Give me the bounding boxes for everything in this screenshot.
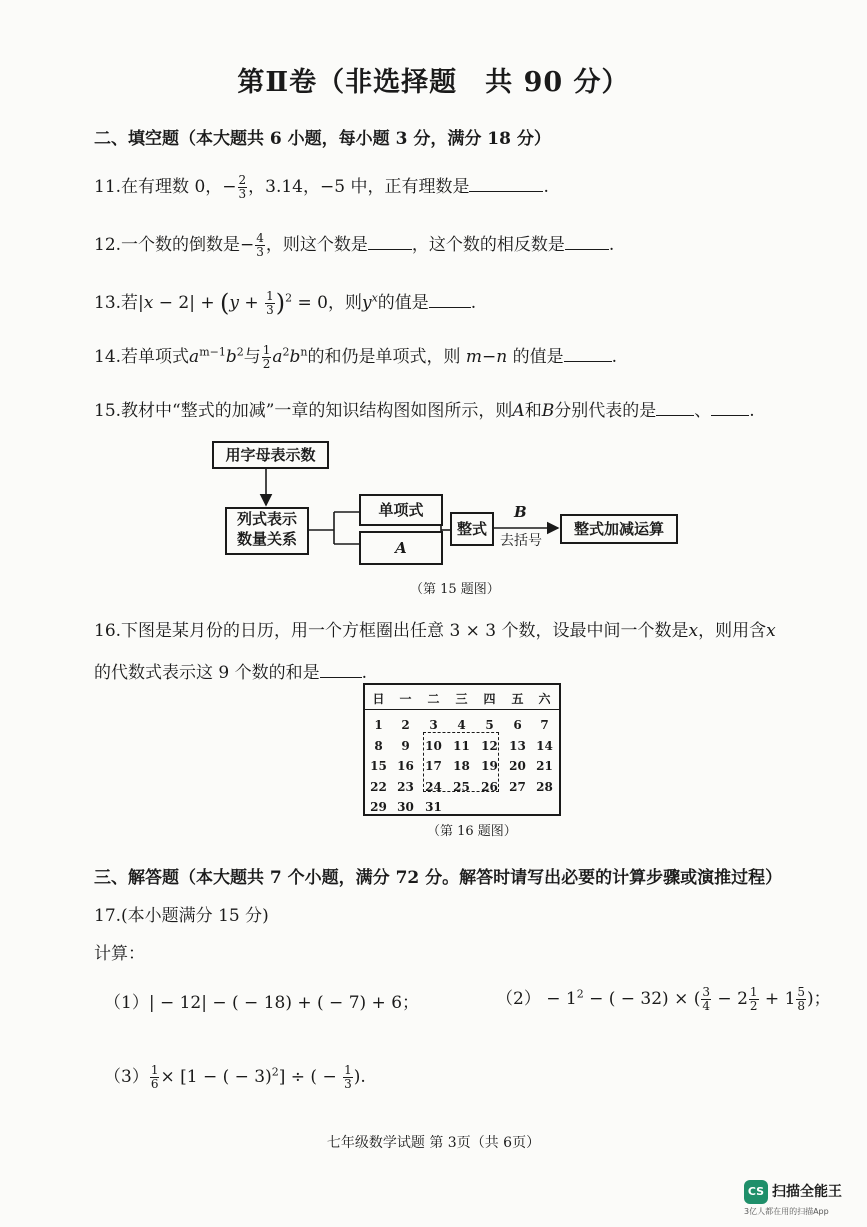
calendar-header-cell: 五 — [511, 692, 524, 706]
calendar-day-cell: 22 — [370, 779, 387, 794]
figure-15-caption: （第 15 题图） — [410, 582, 500, 597]
camscanner-logo-icon: CS — [744, 1180, 768, 1204]
box-add-subtract: 整式加减运算 — [560, 514, 678, 544]
calendar-day-cell: 2 — [401, 718, 410, 732]
question-17-calc: 计算： — [94, 944, 145, 964]
box-monomial: 单项式 — [359, 494, 443, 526]
question-12: 12.一个数的倒数是− $\frac{4}{3}$ ，则这个数是 ，这个数的相反数是 . — [94, 231, 615, 259]
question-16-line2: 的代数式表示这 9 个数的和是 . — [94, 663, 368, 683]
calendar-day-cell: 25 — [453, 779, 470, 794]
calendar-day-cell: 5 — [485, 718, 494, 732]
question-15: 15.教材中“整式的加减”一章的知识结构图如图所示，则A和B分别代表的是 、 . — [94, 401, 755, 421]
calendar-day-cell: 1 — [374, 718, 383, 732]
box-express-relations: 列式表示 数量关系 — [225, 507, 309, 555]
calendar-day-cell: 30 — [397, 800, 414, 814]
calendar-day-cell: 4 — [457, 718, 466, 732]
calendar-header-cell: 四 — [483, 692, 496, 706]
calendar-day-cell: 28 — [536, 779, 553, 794]
calendar-day-cell: 11 — [453, 738, 470, 753]
watermark-brand: 扫描全能王 — [772, 1184, 842, 1200]
calendar-header-cell: 三 — [455, 692, 468, 706]
calendar-header-cell: 六 — [538, 692, 551, 706]
calendar-header-cell: 日 — [372, 692, 385, 706]
calendar-day-cell: 23 — [397, 779, 414, 794]
calendar-day-cell: 8 — [374, 738, 383, 753]
section-fill-blank-heading: 二、填空题（本大题共 6 小题，每小题 3 分，满分 18 分） — [94, 129, 551, 149]
question-11: 11.在有理数 0，− $\frac{2}{3}$ ，3.14，−5 中，正有理数是 . — [94, 173, 549, 201]
calendar-header-cell: 二 — [427, 692, 440, 706]
calendar-day-cell: 16 — [397, 759, 414, 773]
calendar-day-cell: 29 — [370, 800, 387, 814]
calendar-day-cell: 10 — [425, 738, 442, 753]
calendar-header-cell: 一 — [399, 692, 412, 706]
question-17-part2: $(2) - 1^2$ − ( − 32) × ( $\frac{3}{4}$ − 2 $\frac{1}{2}$ + 1 $\frac{5}{8}$ )； — [496, 985, 831, 1013]
calendar-day-cell: 7 — [540, 718, 549, 732]
question-16-line1: 16.下图是某月份的日历，用一个方框圈出任意 3 × 3 个数，设最中间一个数是x，则用含x — [94, 621, 776, 641]
arrow-label-remove-brackets: 去括号 — [500, 533, 542, 549]
calendar-day-cell: 19 — [481, 759, 498, 773]
box-a: A — [359, 531, 443, 565]
box-polynomial: 整式 — [450, 512, 494, 546]
calendar-day-cell: 14 — [536, 738, 553, 753]
box-letters-for-numbers: 用字母表示数 — [212, 441, 329, 469]
calendar-day-cell: 13 — [509, 738, 526, 753]
calendar-day-cell: 9 — [401, 738, 410, 753]
calendar-day-cell: 18 — [453, 759, 470, 773]
calendar-day-cell: 15 — [370, 759, 387, 773]
calendar-day-cell: 17 — [425, 759, 442, 773]
page-title: 第Ⅱ卷（非选择题 共 90 分） — [237, 67, 630, 98]
calendar-day-cell: 31 — [425, 800, 442, 814]
calendar-day-cell: 26 — [481, 779, 498, 794]
calendar-day-cell: 12 — [481, 738, 498, 753]
calendar-day-cell: 20 — [509, 759, 526, 773]
question-17-part3: （3） $\frac{1}{6}$ × [1 − ( − 3)$^2$] ÷ ( − $\frac{1}{3}$ ). — [104, 1063, 366, 1091]
calendar-day-cell: 21 — [536, 759, 553, 773]
calendar-day-cell: 6 — [513, 718, 522, 732]
section-answer-heading: 三、解答题（本大题共 7 个小题，满分 72 分。解答时请写出必要的计算步骤或演推过程） — [94, 868, 783, 888]
selection-frame — [423, 732, 499, 792]
question-17-part1: （1）| − 12| − ( − 18) + ( − 7) + 6； — [104, 993, 420, 1013]
calendar-day-cell: 3 — [429, 718, 438, 732]
arrow-label-b: B — [514, 503, 527, 521]
page-footer: 七年级数学试题 第 3页（共 6页） — [326, 1135, 541, 1151]
watermark-sub: 3亿人都在用的扫描App — [744, 1207, 829, 1216]
question-17-heading: 17.(本小题满分 15 分) — [94, 906, 269, 926]
scanner-watermark — [740, 1178, 860, 1218]
calendar-day-cell: 24 — [425, 779, 442, 794]
question-14: 14.若单项式$a^{m-1}b^2$与 $\frac{1}{2}$ $a^2b^n$的和仍是单项式，则 m−n 的值是 . — [94, 343, 618, 371]
calendar-day-cell: 27 — [509, 779, 526, 794]
figure-16-caption: （第 16 题图） — [427, 824, 517, 839]
question-13: 13.若|x − 2| + (y + $\frac{1}{3}$ )$^2$ = 0，则$y^x$的值是 . — [94, 289, 477, 317]
